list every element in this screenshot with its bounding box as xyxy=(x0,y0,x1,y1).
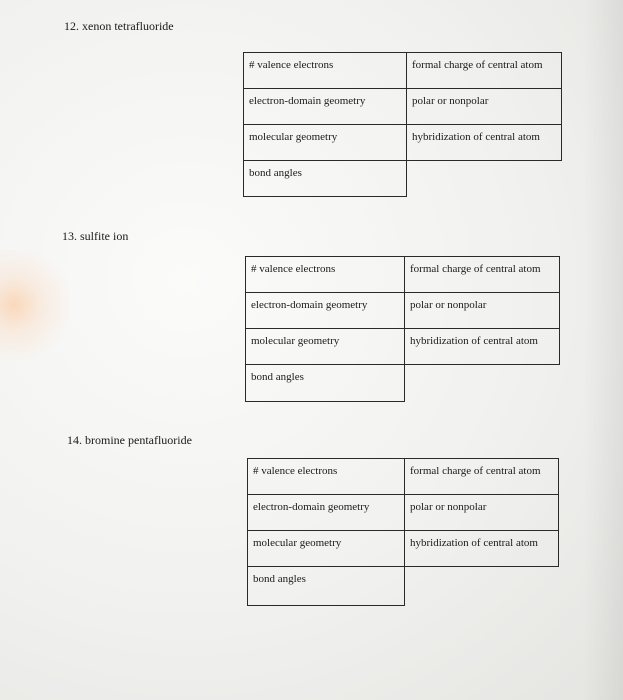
cell-hybridization[interactable]: hybridization of central atom xyxy=(406,124,562,161)
cell-electron-domain-geometry[interactable]: electron-domain geometry xyxy=(247,494,405,531)
cell-molecular-geometry[interactable]: molecular geometry xyxy=(245,328,405,365)
cell-formal-charge[interactable]: formal charge of central atom xyxy=(406,52,562,89)
cell-hybridization[interactable]: hybridization of central atom xyxy=(404,530,559,567)
camera-glare xyxy=(0,250,70,360)
question-12-title: 12. xenon tetrafluoride xyxy=(64,19,174,33)
cell-molecular-geometry[interactable]: molecular geometry xyxy=(243,124,407,161)
cell-polarity[interactable]: polar or nonpolar xyxy=(404,494,559,531)
cell-valence-electrons[interactable]: # valence electrons xyxy=(245,256,405,293)
cell-hybridization[interactable]: hybridization of central atom xyxy=(404,328,560,365)
cell-electron-domain-geometry[interactable]: electron-domain geometry xyxy=(243,88,407,125)
page-shadow xyxy=(583,0,623,700)
cell-electron-domain-geometry[interactable]: electron-domain geometry xyxy=(245,292,405,329)
cell-bond-angles[interactable]: bond angles xyxy=(245,364,405,402)
cell-bond-angles[interactable]: bond angles xyxy=(243,160,407,197)
cell-bond-angles[interactable]: bond angles xyxy=(247,566,405,606)
question-13-title: 13. sulfite ion xyxy=(62,229,129,243)
question-14-title: 14. bromine pentafluoride xyxy=(67,433,192,447)
cell-valence-electrons[interactable]: # valence electrons xyxy=(243,52,407,89)
cell-formal-charge[interactable]: formal charge of central atom xyxy=(404,256,560,293)
cell-formal-charge[interactable]: formal charge of central atom xyxy=(404,458,559,495)
cell-valence-electrons[interactable]: # valence electrons xyxy=(247,458,405,495)
cell-polarity[interactable]: polar or nonpolar xyxy=(406,88,562,125)
cell-molecular-geometry[interactable]: molecular geometry xyxy=(247,530,405,567)
cell-polarity[interactable]: polar or nonpolar xyxy=(404,292,560,329)
